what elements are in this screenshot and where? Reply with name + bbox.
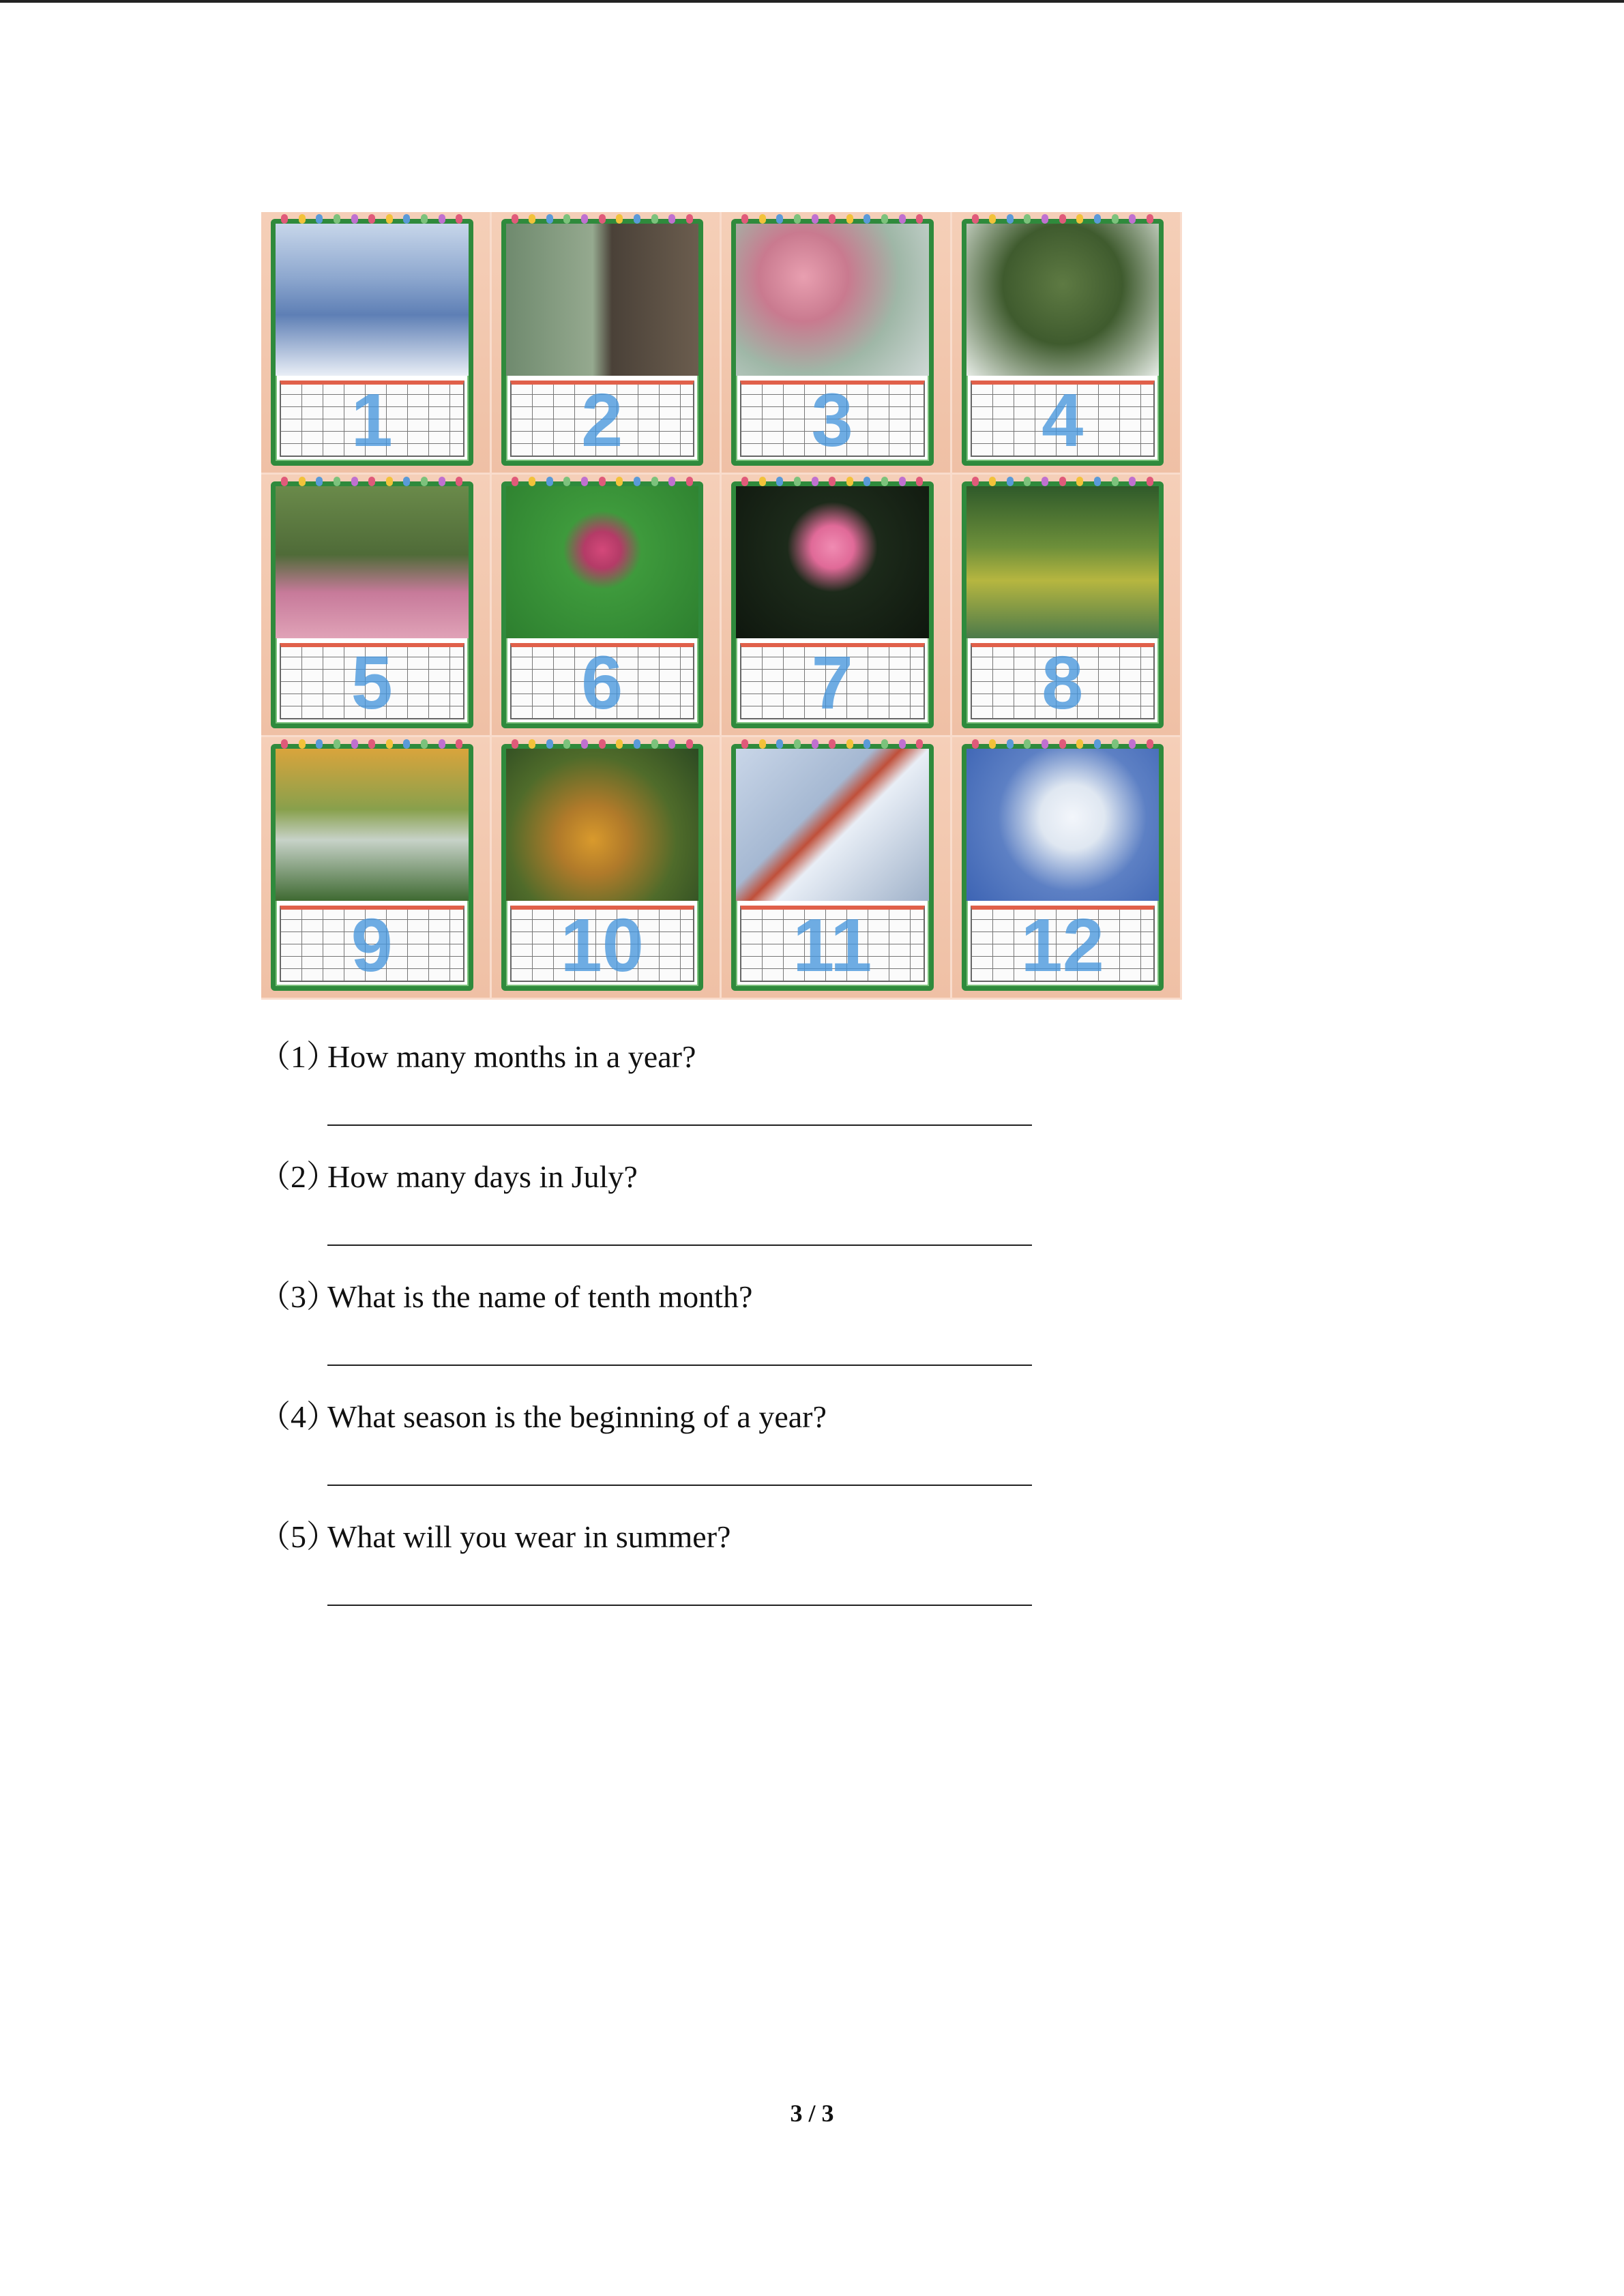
binder-ring bbox=[668, 477, 675, 486]
binder-ring bbox=[334, 477, 340, 486]
snowy-berries-photo bbox=[736, 749, 929, 901]
month-number: 10 bbox=[560, 904, 644, 987]
binder-ring bbox=[651, 214, 658, 224]
question-number: （1） bbox=[259, 1039, 338, 1074]
binder-ring bbox=[972, 214, 979, 224]
binder-ring bbox=[351, 739, 358, 749]
binder-ring bbox=[812, 739, 818, 749]
binder-ring bbox=[1129, 214, 1136, 224]
answer-line[interactable] bbox=[327, 1124, 1032, 1126]
question-item bbox=[259, 1033, 1146, 1153]
month-number: 7 bbox=[811, 641, 853, 725]
binder-ring bbox=[512, 739, 518, 749]
question-item bbox=[259, 1153, 1146, 1273]
tree-bark-sprout-photo bbox=[506, 224, 699, 376]
binder-ring bbox=[316, 214, 323, 224]
flower-garden-photo bbox=[276, 486, 469, 638]
binder-ring bbox=[403, 214, 410, 224]
binder-ring bbox=[1042, 214, 1048, 224]
question-number: （4） bbox=[259, 1399, 338, 1434]
binder-ring bbox=[1147, 477, 1153, 486]
binder-ring bbox=[299, 214, 306, 224]
binder-ring bbox=[1129, 477, 1136, 486]
binder-ring bbox=[776, 477, 783, 486]
binder-ring bbox=[439, 477, 445, 486]
binder-ring bbox=[794, 739, 801, 749]
binder-ring bbox=[1147, 739, 1153, 749]
month-number: 3 bbox=[811, 378, 853, 462]
binder-ring bbox=[1129, 739, 1136, 749]
month-number: 11 bbox=[793, 904, 872, 987]
binder-ring bbox=[1042, 739, 1048, 749]
binder-ring bbox=[403, 739, 410, 749]
blossom-tree-photo bbox=[736, 224, 929, 376]
binder-ring bbox=[741, 739, 748, 749]
binder-ring bbox=[403, 477, 410, 486]
binder-ring bbox=[368, 477, 375, 486]
binder-ring bbox=[299, 739, 306, 749]
question-number: （5） bbox=[259, 1519, 338, 1554]
binder-ring bbox=[1007, 477, 1014, 486]
binder-ring bbox=[512, 214, 518, 224]
binder-ring bbox=[972, 477, 979, 486]
binder-ring bbox=[299, 477, 306, 486]
binder-ring bbox=[281, 477, 288, 486]
binder-ring bbox=[563, 214, 570, 224]
binder-ring bbox=[316, 477, 323, 486]
binder-ring bbox=[881, 477, 888, 486]
binder-ring bbox=[1094, 739, 1101, 749]
binder-ring bbox=[581, 739, 588, 749]
binder-ring bbox=[1059, 477, 1066, 486]
autumn-forest-photo bbox=[506, 749, 699, 901]
binder-ring bbox=[829, 214, 836, 224]
binder-ring bbox=[546, 739, 553, 749]
binder-ring bbox=[563, 477, 570, 486]
binder-ring bbox=[386, 214, 393, 224]
binder-ring bbox=[989, 739, 996, 749]
binder-ring bbox=[1007, 739, 1014, 749]
binder-ring bbox=[776, 739, 783, 749]
binder-ring bbox=[512, 477, 518, 486]
month-number: 9 bbox=[351, 904, 393, 987]
month-number: 12 bbox=[1020, 904, 1104, 987]
calendar-grid bbox=[261, 212, 1182, 1000]
binder-rings bbox=[512, 739, 694, 749]
binder-ring bbox=[668, 739, 675, 749]
binder-ring bbox=[334, 739, 340, 749]
binder-ring bbox=[846, 739, 853, 749]
binder-ring bbox=[1112, 214, 1119, 224]
binder-ring bbox=[456, 477, 462, 486]
binder-ring bbox=[916, 477, 923, 486]
month-card bbox=[261, 737, 492, 1000]
binder-ring bbox=[529, 214, 535, 224]
binder-ring bbox=[989, 477, 996, 486]
binder-ring bbox=[686, 739, 693, 749]
binder-ring bbox=[863, 214, 870, 224]
binder-ring bbox=[1024, 214, 1031, 224]
binder-ring bbox=[829, 739, 836, 749]
month-card bbox=[952, 737, 1183, 1000]
binder-ring bbox=[1147, 214, 1153, 224]
binder-ring bbox=[1112, 739, 1119, 749]
question-number: （3） bbox=[259, 1279, 338, 1314]
binder-ring bbox=[812, 477, 818, 486]
binder-ring bbox=[899, 214, 906, 224]
binder-ring bbox=[1042, 477, 1048, 486]
binder-rings bbox=[741, 477, 924, 486]
binder-ring bbox=[651, 739, 658, 749]
frosted-tree-photo bbox=[966, 749, 1160, 901]
binder-rings bbox=[512, 214, 694, 224]
binder-rings bbox=[741, 739, 924, 749]
binder-ring bbox=[916, 214, 923, 224]
binder-ring bbox=[1076, 477, 1083, 486]
question-text: How many days in July? bbox=[327, 1159, 638, 1194]
binder-ring bbox=[334, 214, 340, 224]
binder-ring bbox=[368, 739, 375, 749]
binder-ring bbox=[1076, 739, 1083, 749]
binder-ring bbox=[281, 214, 288, 224]
month-card bbox=[261, 212, 492, 475]
binder-ring bbox=[456, 214, 462, 224]
question-list bbox=[259, 1033, 1146, 1633]
binder-ring bbox=[581, 477, 588, 486]
binder-ring bbox=[421, 739, 428, 749]
month-number: 1 bbox=[351, 378, 393, 462]
binder-ring bbox=[881, 739, 888, 749]
binder-ring bbox=[846, 477, 853, 486]
green-tree-photo bbox=[966, 224, 1160, 376]
month-card bbox=[722, 475, 952, 737]
autumn-park-photo bbox=[276, 749, 469, 901]
month-card bbox=[722, 737, 952, 1000]
binder-ring bbox=[529, 739, 535, 749]
binder-ring bbox=[741, 214, 748, 224]
binder-rings bbox=[972, 739, 1154, 749]
binder-ring bbox=[634, 477, 640, 486]
binder-ring bbox=[759, 477, 766, 486]
binder-ring bbox=[634, 214, 640, 224]
lotus-bud-photo bbox=[506, 486, 699, 638]
forest-stream-photo bbox=[966, 486, 1160, 638]
question-text: What is the name of tenth month? bbox=[327, 1279, 753, 1314]
binder-ring bbox=[794, 214, 801, 224]
binder-ring bbox=[899, 477, 906, 486]
month-card bbox=[492, 212, 722, 475]
binder-ring bbox=[651, 477, 658, 486]
binder-ring bbox=[1007, 214, 1014, 224]
binder-ring bbox=[686, 477, 693, 486]
binder-ring bbox=[1059, 739, 1066, 749]
binder-ring bbox=[546, 214, 553, 224]
month-card bbox=[261, 475, 492, 737]
binder-ring bbox=[456, 739, 462, 749]
binder-ring bbox=[776, 214, 783, 224]
binder-ring bbox=[581, 214, 588, 224]
binder-ring bbox=[1059, 214, 1066, 224]
month-number: 5 bbox=[351, 641, 393, 725]
binder-ring bbox=[386, 477, 393, 486]
binder-ring bbox=[386, 739, 393, 749]
month-card bbox=[722, 212, 952, 475]
month-card bbox=[492, 475, 722, 737]
binder-ring bbox=[759, 739, 766, 749]
binder-ring bbox=[812, 214, 818, 224]
question-number: （2） bbox=[259, 1159, 338, 1194]
binder-ring bbox=[351, 214, 358, 224]
binder-ring bbox=[316, 739, 323, 749]
binder-ring bbox=[1112, 477, 1119, 486]
question-text: What will you wear in summer? bbox=[327, 1519, 731, 1554]
binder-ring bbox=[529, 477, 535, 486]
binder-ring bbox=[616, 477, 623, 486]
binder-ring bbox=[546, 477, 553, 486]
binder-ring bbox=[599, 477, 606, 486]
twelve-month-calendar-image bbox=[261, 212, 1182, 1000]
answer-line[interactable] bbox=[327, 1605, 1032, 1606]
binder-ring bbox=[368, 214, 375, 224]
answer-line[interactable] bbox=[327, 1485, 1032, 1486]
month-card bbox=[952, 212, 1183, 475]
month-number: 6 bbox=[581, 641, 623, 725]
binder-ring bbox=[829, 477, 836, 486]
binder-ring bbox=[439, 739, 445, 749]
question-item bbox=[259, 1513, 1146, 1633]
question-text: What season is the beginning of a year? bbox=[327, 1399, 827, 1434]
binder-ring bbox=[668, 214, 675, 224]
binder-ring bbox=[1076, 214, 1083, 224]
binder-ring bbox=[599, 739, 606, 749]
top-border-rule bbox=[0, 0, 1624, 3]
binder-ring bbox=[421, 214, 428, 224]
month-number: 2 bbox=[581, 378, 623, 462]
answer-line[interactable] bbox=[327, 1244, 1032, 1246]
binder-rings bbox=[741, 214, 924, 224]
question-text: How many months in a year? bbox=[327, 1039, 696, 1074]
binder-ring bbox=[634, 739, 640, 749]
binder-rings bbox=[281, 477, 463, 486]
binder-rings bbox=[972, 214, 1154, 224]
binder-ring bbox=[599, 214, 606, 224]
month-number: 8 bbox=[1042, 641, 1084, 725]
answer-line[interactable] bbox=[327, 1365, 1032, 1366]
binder-ring bbox=[421, 477, 428, 486]
binder-ring bbox=[846, 214, 853, 224]
binder-ring bbox=[1094, 214, 1101, 224]
binder-ring bbox=[563, 739, 570, 749]
question-item bbox=[259, 1393, 1146, 1513]
month-card bbox=[492, 737, 722, 1000]
binder-rings bbox=[512, 477, 694, 486]
lotus-flower-photo bbox=[736, 486, 929, 638]
binder-ring bbox=[1024, 477, 1031, 486]
binder-ring bbox=[863, 477, 870, 486]
binder-ring bbox=[686, 214, 693, 224]
binder-ring bbox=[794, 477, 801, 486]
binder-rings bbox=[281, 214, 463, 224]
month-card bbox=[952, 475, 1183, 737]
binder-ring bbox=[616, 214, 623, 224]
binder-ring bbox=[881, 214, 888, 224]
winter-forest-photo bbox=[276, 224, 469, 376]
binder-ring bbox=[351, 477, 358, 486]
binder-ring bbox=[972, 739, 979, 749]
binder-ring bbox=[989, 214, 996, 224]
binder-rings bbox=[972, 477, 1154, 486]
binder-ring bbox=[863, 739, 870, 749]
binder-ring bbox=[741, 477, 748, 486]
binder-ring bbox=[916, 739, 923, 749]
question-item bbox=[259, 1273, 1146, 1393]
page-number: 3 / 3 bbox=[790, 2100, 834, 2127]
binder-ring bbox=[616, 739, 623, 749]
binder-ring bbox=[759, 214, 766, 224]
binder-ring bbox=[281, 739, 288, 749]
binder-ring bbox=[1094, 477, 1101, 486]
binder-ring bbox=[439, 214, 445, 224]
binder-ring bbox=[899, 739, 906, 749]
binder-ring bbox=[1024, 739, 1031, 749]
month-number: 4 bbox=[1042, 378, 1084, 462]
binder-rings bbox=[281, 739, 463, 749]
